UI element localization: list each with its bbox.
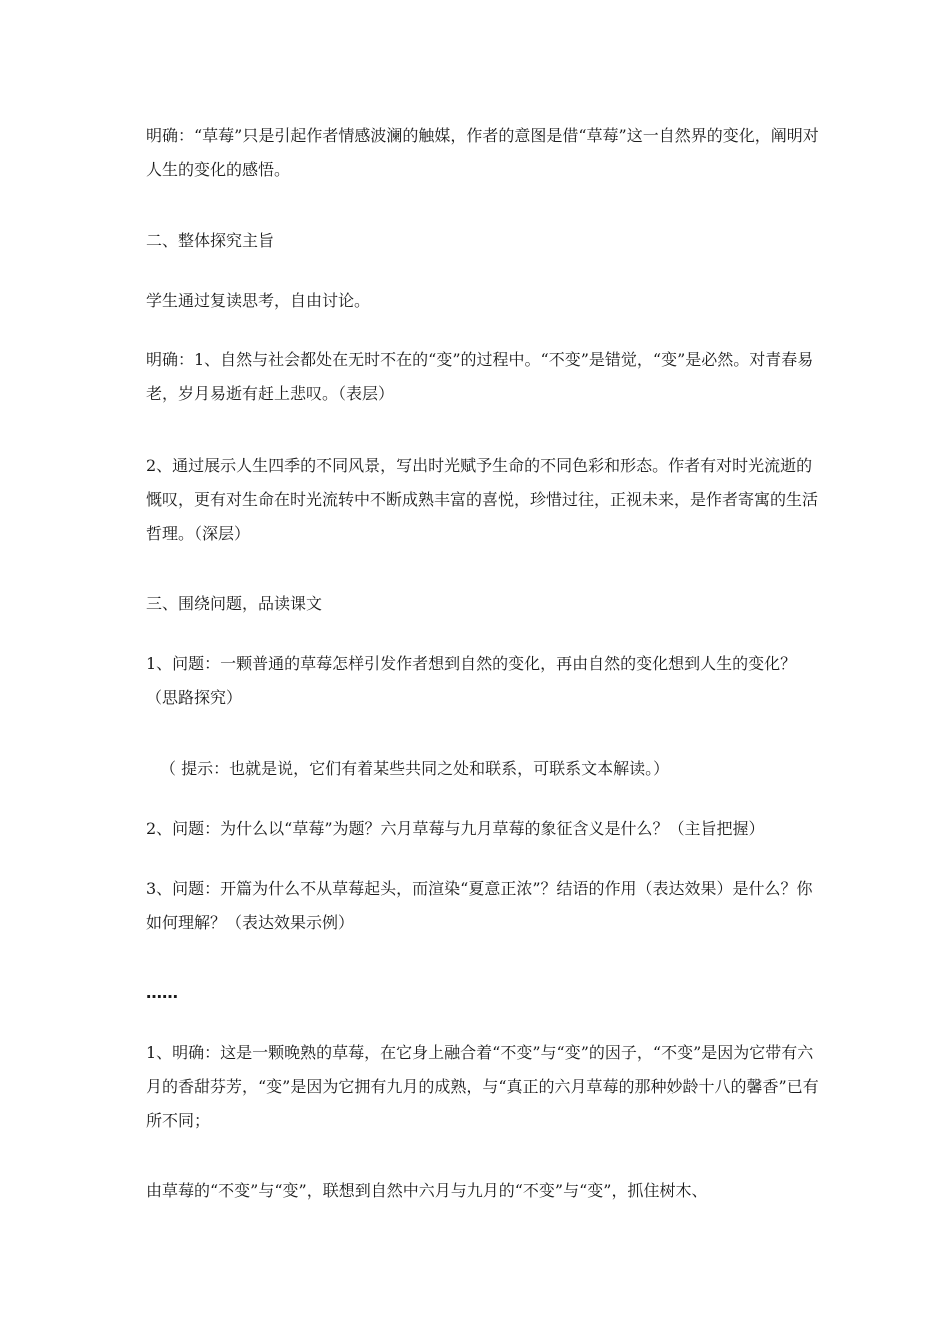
paragraph-ellipsis: ……	[146, 983, 178, 1002]
paragraph-clarify-2: 2、通过展示人生四季的不同风景，写出时光赋予生命的不同色彩和形态。作者有对时光流逝的慨叹，更有对生命在时光流转中不断成熟丰富的喜悦，珍惜过往，正视未来，是作者寄寓的生活哲理。（深层）	[146, 456, 819, 543]
paragraph-question-2: 2、问题：为什么以“草莓”为题？六月草莓与九月草莓的象征含义是什么？（主旨把握）	[146, 819, 765, 838]
section-heading-3: 三、围绕问题，品读课文	[146, 594, 323, 613]
paragraph-clarify-strawberry: 明确：“草莓”只是引起作者情感波澜的触媒，作者的意图是借“草莓”这一自然界的变化，阐明对人生的变化的感悟。	[146, 126, 819, 179]
paragraph-question-1: 1、问题：一颗普通的草莓怎样引发作者想到自然的变化，再由自然的变化想到人生的变化？（思路探究）	[146, 654, 797, 707]
paragraph-hint: （ 提示：也就是说，它们有着某些共同之处和联系，可联系文本解读。）	[160, 759, 670, 778]
paragraph-student-discussion: 学生通过复读思考，自由讨论。	[146, 291, 371, 310]
paragraph-answer-1: 1、明确：这是一颗晚熟的草莓，在它身上融合着“不变”与“变”的因子，“不变”是因为它带有六月的香甜芬芳，“变”是因为它拥有九月的成熟，与“真正的六月草莓的那种妙龄十八的馨香”已有所不同；	[146, 1043, 819, 1130]
section-heading-2: 二、整体探究主旨	[146, 231, 275, 250]
paragraph-clarify-1: 明确：1、自然与社会都处在无时不在的“变”的过程中。“不变”是错觉，“变”是必然。对青春易老，岁月易逝有赶上悲叹。（表层）	[146, 350, 814, 403]
paragraph-question-3: 3、问题：开篇为什么不从草莓起头，而渲染“夏意正浓”？结语的作用（表达效果）是什么？你如何理解？（表达效果示例）	[146, 879, 813, 932]
paragraph-answer-continued: 由草莓的“不变”与“变”，联想到自然中六月与九月的“不变”与“变”，抓住树木、	[146, 1181, 708, 1200]
